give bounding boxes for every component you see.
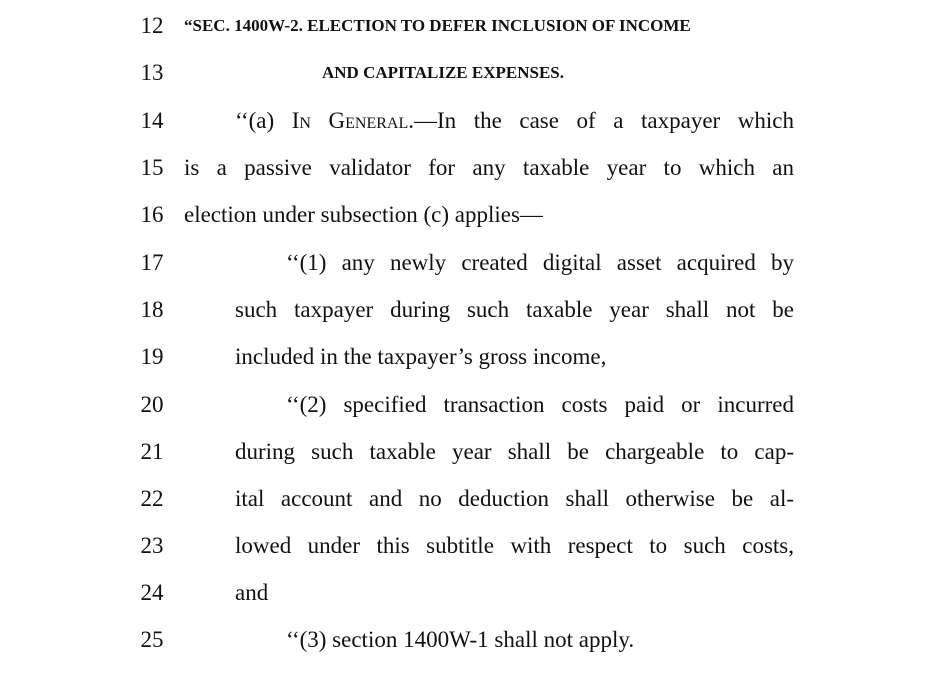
document-line [0, 101, 939, 141]
subsection-body: .—In the case of a taxpayer which [408, 108, 794, 133]
body-text: lowed under this subtitle with respect to such costs, [235, 533, 794, 558]
line-number: 24 [140, 580, 164, 605]
body-text: election under subsection (c) applies— [184, 202, 543, 227]
paragraph-1-text: ‘‘(1) any newly created digital asset acquired by [286, 250, 794, 275]
paragraph-2-text: ‘‘(2) specified transaction costs paid or incurred [286, 392, 794, 417]
body-text: and [235, 580, 269, 605]
line-number: 14 [140, 108, 164, 133]
section-heading: “SEC. 1400W-2. ELECTION TO DEFER INCLUSION OF INCOME [184, 16, 691, 35]
document-line [0, 290, 939, 330]
body-text: such taxpayer during such taxable year shall not be [235, 297, 794, 322]
paragraph-3-text: ‘‘(3) section 1400W-1 shall not apply. [286, 627, 635, 652]
document-line [0, 526, 939, 566]
document-line [0, 243, 939, 283]
body-text: ital account and no deduction shall otherwise be al- [235, 486, 794, 511]
line-number: 12 [140, 13, 164, 38]
document-line [0, 195, 939, 235]
body-text: included in the taxpayer’s gross income, [235, 344, 607, 369]
line-number: 21 [140, 439, 164, 464]
line-number: 23 [140, 533, 164, 558]
document-line [0, 479, 939, 519]
document-line [0, 432, 939, 472]
line-number: 20 [140, 392, 164, 417]
subsection-prefix: ‘‘(a) [235, 108, 292, 133]
document-line [0, 337, 939, 377]
document-line [0, 620, 939, 660]
document-line [0, 573, 939, 613]
line-number: 16 [140, 202, 164, 227]
line-number: 15 [140, 155, 164, 180]
body-text: during such taxable year shall be chargeable to cap- [235, 439, 794, 464]
line-number: 19 [140, 344, 164, 369]
document-line [0, 53, 939, 93]
subsection-a-text [235, 101, 794, 141]
line-number: 18 [140, 297, 164, 322]
subsection-heading: In General [291, 108, 409, 133]
document-line [0, 6, 939, 46]
document-line [0, 148, 939, 188]
line-number: 25 [140, 627, 164, 652]
body-text: is a passive validator for any taxable year to which an [184, 155, 794, 180]
document-line [0, 385, 939, 425]
line-number: 17 [140, 250, 164, 275]
line-number: 22 [140, 486, 164, 511]
line-number: 13 [140, 60, 164, 85]
section-heading-continued: AND CAPITALIZE EXPENSES. [322, 63, 564, 82]
